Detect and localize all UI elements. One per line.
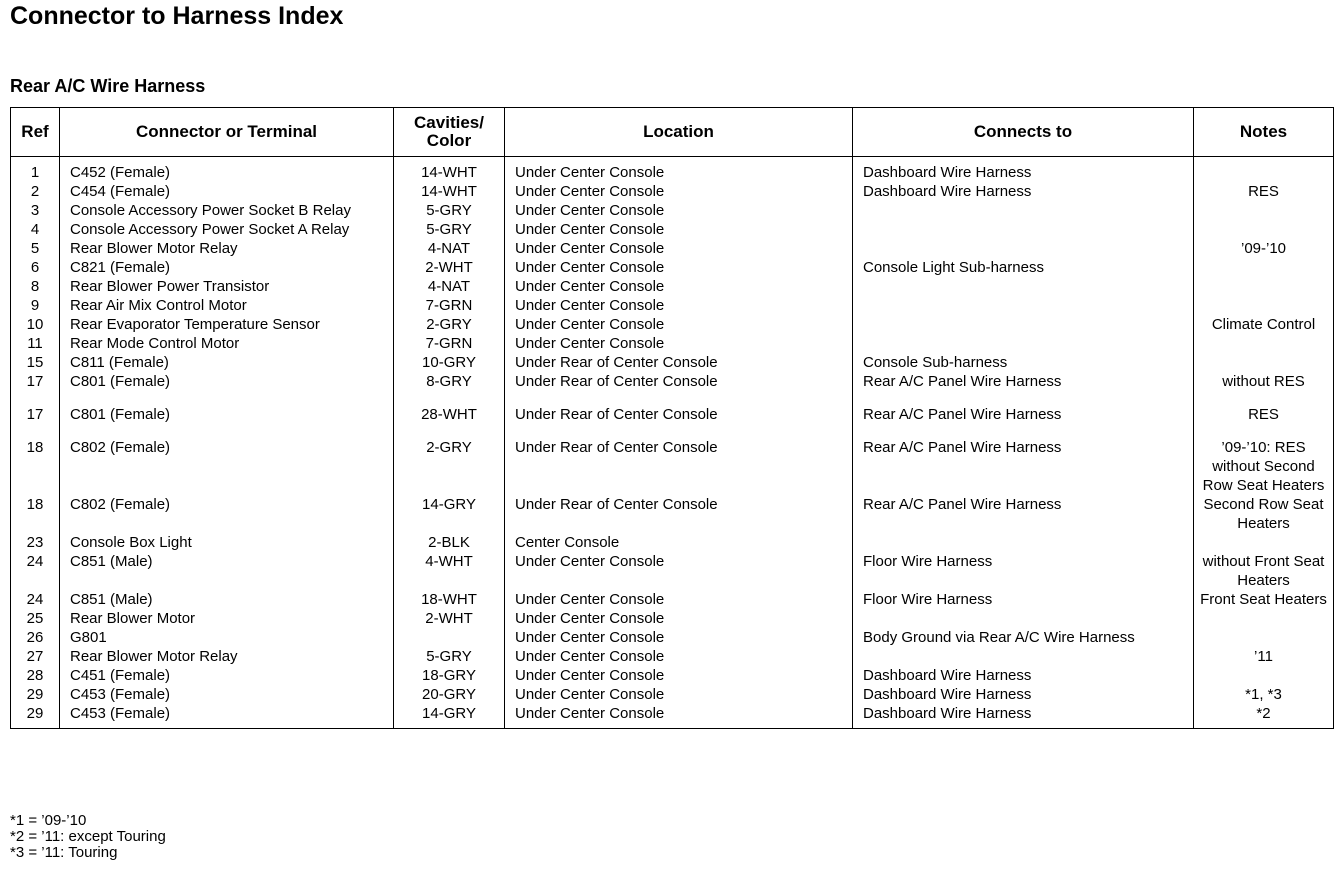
cell-connector: C453 (Female) [60, 685, 394, 704]
cell-connector: C801 (Female) [60, 372, 394, 391]
footnote: *3 = ’11: Touring [10, 844, 118, 861]
table-row [11, 372, 1334, 391]
footnote: *1 = ’09-’10 [10, 812, 87, 829]
cell-cavities: 10-GRY [394, 353, 505, 372]
table-row [11, 628, 1334, 647]
cell-cavities: 2-BLK [394, 533, 505, 552]
cell-notes [1194, 533, 1334, 552]
cell-notes [1194, 201, 1334, 220]
cell-cavities: 28-WHT [394, 405, 505, 424]
cell-connector: Rear Blower Power Transistor [60, 277, 394, 296]
cell-connects-to [853, 647, 1194, 666]
cell-location: Under Center Console [505, 552, 853, 590]
cell-ref: 26 [11, 628, 60, 647]
cell-notes [1194, 334, 1334, 353]
cell-cavities: 14-WHT [394, 163, 505, 182]
cell-connects-to [853, 296, 1194, 315]
cell-connector: Console Box Light [60, 533, 394, 552]
table-body [11, 157, 1334, 729]
cell-location: Under Center Console [505, 296, 853, 315]
harness-index-table [10, 107, 1334, 729]
row-spacer [11, 424, 1334, 438]
cell-notes [1194, 277, 1334, 296]
cell-connector: Console Accessory Power Socket A Relay [60, 220, 394, 239]
cell-connector: Rear Mode Control Motor [60, 334, 394, 353]
cell-ref: 17 [11, 372, 60, 391]
cell-notes: Second Row Seat Heaters [1194, 495, 1334, 533]
cell-ref: 15 [11, 353, 60, 372]
cell-ref: 4 [11, 220, 60, 239]
cell-notes: ’09-’10: RES without Second Row Seat Heaters [1194, 438, 1334, 495]
footnotes [10, 813, 166, 861]
cell-ref: 18 [11, 495, 60, 533]
header-ref: Ref [11, 108, 60, 157]
cell-ref: 29 [11, 685, 60, 704]
cell-cavities: 2-GRY [394, 315, 505, 334]
cell-ref: 24 [11, 590, 60, 609]
page-title: Connector to Harness Index [10, 2, 344, 30]
cell-ref: 6 [11, 258, 60, 277]
cell-ref: 2 [11, 182, 60, 201]
cell-location: Under Center Console [505, 182, 853, 201]
cell-notes: ’09-’10 [1194, 239, 1334, 258]
row-spacer [11, 391, 1334, 405]
cell-location: Under Center Console [505, 334, 853, 353]
table-row [11, 258, 1334, 277]
cell-connector: Console Accessory Power Socket B Relay [60, 201, 394, 220]
cell-notes: *1, *3 [1194, 685, 1334, 704]
cell-cavities: 5-GRY [394, 201, 505, 220]
cell-ref: 8 [11, 277, 60, 296]
cell-connector: C454 (Female) [60, 182, 394, 201]
cell-connector: C811 (Female) [60, 353, 394, 372]
cell-location: Under Center Console [505, 704, 853, 729]
cell-connector: C452 (Female) [60, 163, 394, 182]
cell-connects-to: Rear A/C Panel Wire Harness [853, 495, 1194, 533]
table-row [11, 220, 1334, 239]
cell-ref: 17 [11, 405, 60, 424]
cell-connects-to: Floor Wire Harness [853, 590, 1194, 609]
table-row [11, 533, 1334, 552]
cell-connects-to: Body Ground via Rear A/C Wire Harness [853, 628, 1194, 647]
cell-cavities: 2-WHT [394, 258, 505, 277]
cell-cavities: 14-WHT [394, 182, 505, 201]
cell-cavities: 14-GRY [394, 704, 505, 729]
cell-connector: C451 (Female) [60, 666, 394, 685]
cell-connects-to: Dashboard Wire Harness [853, 163, 1194, 182]
cell-connects-to: Rear A/C Panel Wire Harness [853, 405, 1194, 424]
cell-connects-to [853, 220, 1194, 239]
cell-notes: Climate Control [1194, 315, 1334, 334]
cell-location: Under Rear of Center Console [505, 495, 853, 533]
cell-cavities: 4-WHT [394, 552, 505, 590]
table-row [11, 315, 1334, 334]
cell-notes [1194, 353, 1334, 372]
cell-connects-to [853, 334, 1194, 353]
table-row [11, 182, 1334, 201]
cell-connects-to: Dashboard Wire Harness [853, 666, 1194, 685]
cell-location: Under Center Console [505, 220, 853, 239]
cell-connects-to: Floor Wire Harness [853, 552, 1194, 590]
cell-location: Under Rear of Center Console [505, 353, 853, 372]
table-row [11, 334, 1334, 353]
cell-connector: C851 (Male) [60, 552, 394, 590]
cell-notes: *2 [1194, 704, 1334, 729]
cell-cavities: 7-GRN [394, 296, 505, 315]
cell-connects-to [853, 315, 1194, 334]
cell-ref: 1 [11, 163, 60, 182]
cell-connector: C453 (Female) [60, 704, 394, 729]
cell-notes: without Front Seat Heaters [1194, 552, 1334, 590]
cell-connects-to [853, 533, 1194, 552]
cell-ref: 28 [11, 666, 60, 685]
cell-connects-to: Dashboard Wire Harness [853, 182, 1194, 201]
cell-connector: G801 [60, 628, 394, 647]
header-connector: Connector or Terminal [60, 108, 394, 157]
cell-cavities: 8-GRY [394, 372, 505, 391]
cell-notes: Front Seat Heaters [1194, 590, 1334, 609]
cell-cavities: 18-GRY [394, 666, 505, 685]
cell-notes: without RES [1194, 372, 1334, 391]
header-notes: Notes [1194, 108, 1334, 157]
cell-connects-to [853, 609, 1194, 628]
table-row [11, 704, 1334, 729]
cell-ref: 23 [11, 533, 60, 552]
cell-location: Under Center Console [505, 609, 853, 628]
cell-location: Under Center Console [505, 258, 853, 277]
table-row [11, 201, 1334, 220]
cell-location: Under Center Console [505, 201, 853, 220]
table-row [11, 277, 1334, 296]
table-row [11, 495, 1334, 533]
cell-connector: C801 (Female) [60, 405, 394, 424]
cell-connects-to: Dashboard Wire Harness [853, 704, 1194, 729]
cell-ref: 25 [11, 609, 60, 628]
cell-connector: Rear Blower Motor Relay [60, 239, 394, 258]
cell-location: Under Center Console [505, 277, 853, 296]
table-row [11, 296, 1334, 315]
cell-connector: C851 (Male) [60, 590, 394, 609]
cell-connects-to: Console Light Sub-harness [853, 258, 1194, 277]
table-row [11, 438, 1334, 495]
cell-cavities: 20-GRY [394, 685, 505, 704]
cell-cavities [394, 628, 505, 647]
cell-cavities: 5-GRY [394, 220, 505, 239]
cell-connector: Rear Evaporator Temperature Sensor [60, 315, 394, 334]
cell-ref: 18 [11, 438, 60, 495]
cell-notes [1194, 296, 1334, 315]
table-row [11, 685, 1334, 704]
cell-location: Under Rear of Center Console [505, 438, 853, 495]
cell-notes: RES [1194, 182, 1334, 201]
cell-notes [1194, 220, 1334, 239]
cell-connector: C802 (Female) [60, 495, 394, 533]
table-row [11, 239, 1334, 258]
cell-location: Under Center Console [505, 628, 853, 647]
cell-connector: Rear Blower Motor Relay [60, 647, 394, 666]
cell-location: Under Center Console [505, 315, 853, 334]
cell-ref: 9 [11, 296, 60, 315]
table-row [11, 647, 1334, 666]
cell-notes [1194, 258, 1334, 277]
cell-location: Under Center Console [505, 666, 853, 685]
cell-cavities: 4-NAT [394, 277, 505, 296]
table-row [11, 405, 1334, 424]
header-cavities [394, 108, 505, 157]
table-row [11, 609, 1334, 628]
section-title: Rear A/C Wire Harness [10, 76, 206, 96]
cell-location: Under Center Console [505, 685, 853, 704]
cell-notes: RES [1194, 405, 1334, 424]
cell-notes [1194, 628, 1334, 647]
table-row [11, 590, 1334, 609]
cell-connector: C802 (Female) [60, 438, 394, 495]
table-row [11, 353, 1334, 372]
cell-ref: 24 [11, 552, 60, 590]
cell-connector: Rear Blower Motor [60, 609, 394, 628]
cell-connector: C821 (Female) [60, 258, 394, 277]
cell-cavities: 18-WHT [394, 590, 505, 609]
cell-connects-to: Console Sub-harness [853, 353, 1194, 372]
table-header-row [11, 108, 1334, 157]
cell-connects-to [853, 277, 1194, 296]
cell-ref: 5 [11, 239, 60, 258]
footnote: *2 = ’11: except Touring [10, 828, 166, 845]
cell-location: Under Center Console [505, 239, 853, 258]
cell-connects-to [853, 201, 1194, 220]
cell-notes [1194, 609, 1334, 628]
cell-cavities: 2-GRY [394, 438, 505, 495]
table-row [11, 552, 1334, 590]
cell-cavities: 5-GRY [394, 647, 505, 666]
cell-location: Center Console [505, 533, 853, 552]
cell-ref: 3 [11, 201, 60, 220]
cell-notes [1194, 666, 1334, 685]
cell-location: Under Center Console [505, 163, 853, 182]
cell-notes [1194, 163, 1334, 182]
cell-location: Under Rear of Center Console [505, 372, 853, 391]
cell-cavities: 7-GRN [394, 334, 505, 353]
cell-ref: 29 [11, 704, 60, 729]
header-cavities-label: Cavities/ Color [414, 113, 484, 150]
cell-ref: 10 [11, 315, 60, 334]
table-row [11, 163, 1334, 182]
cell-connects-to: Rear A/C Panel Wire Harness [853, 438, 1194, 495]
header-connects-to: Connects to [853, 108, 1194, 157]
cell-connects-to: Dashboard Wire Harness [853, 685, 1194, 704]
table-row [11, 666, 1334, 685]
cell-connects-to [853, 239, 1194, 258]
cell-connects-to: Rear A/C Panel Wire Harness [853, 372, 1194, 391]
cell-location: Under Center Console [505, 647, 853, 666]
cell-cavities: 4-NAT [394, 239, 505, 258]
cell-cavities: 14-GRY [394, 495, 505, 533]
cell-connector: Rear Air Mix Control Motor [60, 296, 394, 315]
cell-cavities: 2-WHT [394, 609, 505, 628]
header-location: Location [505, 108, 853, 157]
cell-notes: ’11 [1194, 647, 1334, 666]
cell-location: Under Rear of Center Console [505, 405, 853, 424]
cell-location: Under Center Console [505, 590, 853, 609]
cell-ref: 27 [11, 647, 60, 666]
cell-ref: 11 [11, 334, 60, 353]
